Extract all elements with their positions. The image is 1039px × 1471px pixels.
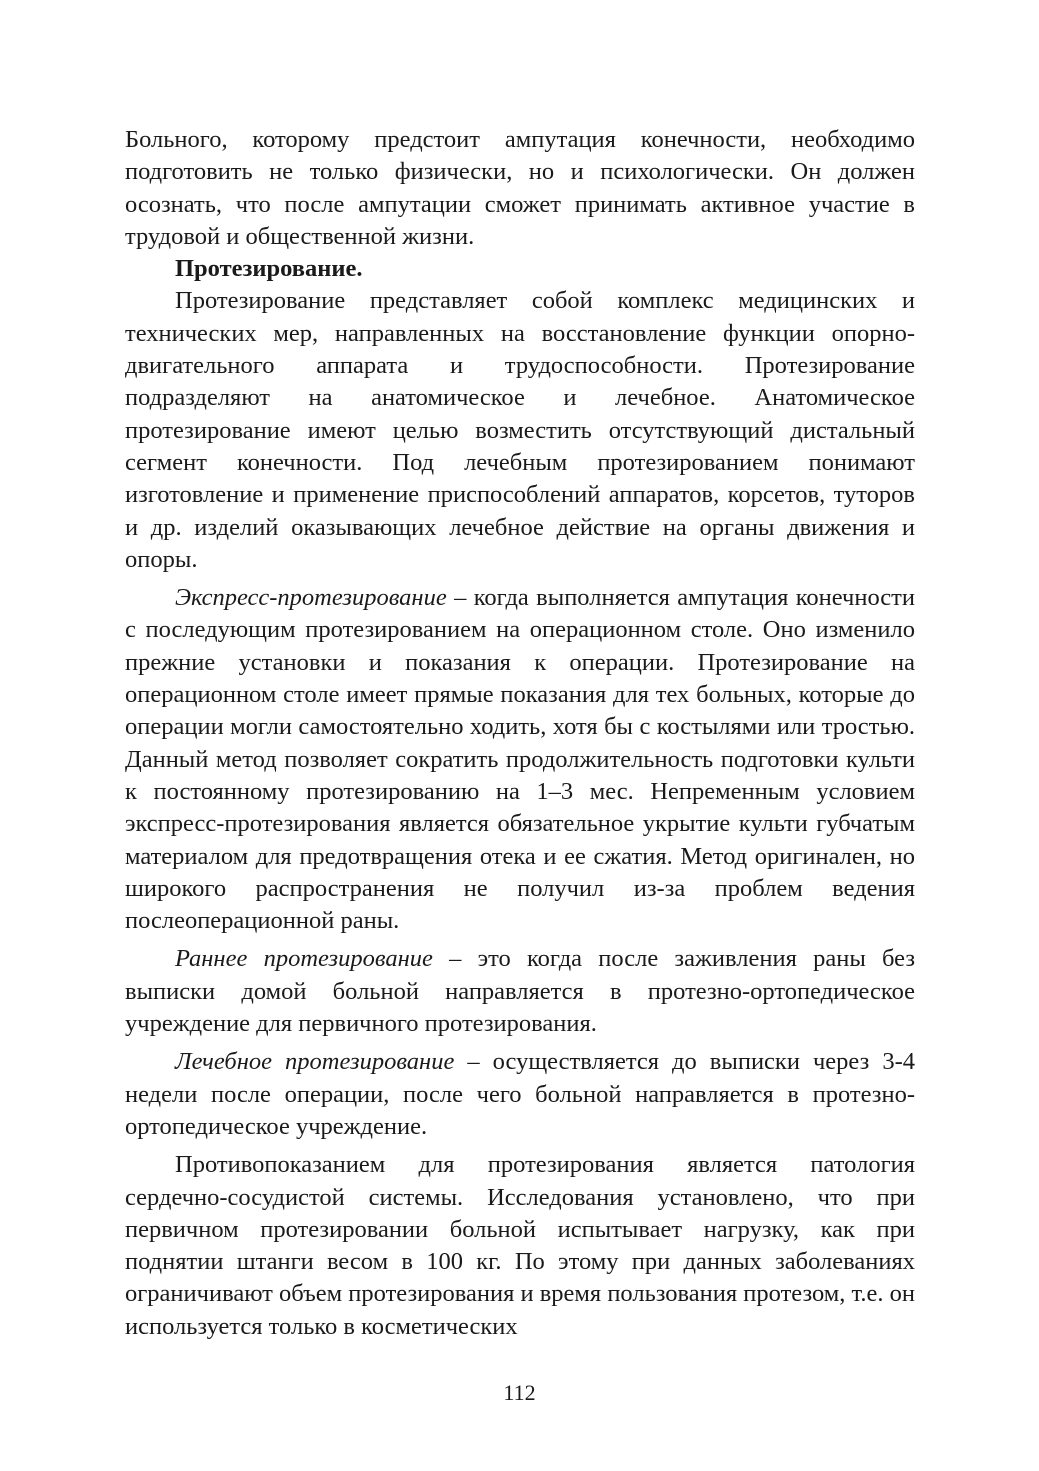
body-text — [125, 124, 915, 1343]
paragraph-express — [125, 582, 915, 937]
early-text: – это когда после заживления раны без выписки домой больной направляется в протезно-ортопедическое учреждение для первичного протезирования. — [125, 945, 916, 1038]
paragraph-intro: Больного, которому предстоит ампутация конечности, необходимо подготовить не только физически, но и психологически. Он должен осознать, что после ампутации сможет принимать активное участие в трудовой и общественной жизни. — [125, 126, 915, 250]
medical-text: – осуществляется до выписки через 3-4 недели после операции, после чего больной направляется в протезно-ортопедическое учреждение. — [125, 1048, 915, 1140]
paragraph-definition: Протезирование представляет собой комплекс медицинских и технических мер, направленных на восстановление функции опорно-двигательного аппарата и трудоспособности. Протезирование подразделяют на анатомическое и лечебное. Анатомическое протезирование имеют целью возместить отсутствующий дистальный сегмент конечности. Под лечебным протезированием понимают изготовление и применение приспособлений аппаратов, корсетов, туторов и др. изделий оказывающих лечебное действие на органы движения и опоры. — [125, 287, 915, 573]
paragraph-medical — [125, 1046, 915, 1143]
paragraph-early — [125, 943, 915, 1040]
express-text: – когда выполняется ампутация конечности с последующим протезированием на операционном столе. Оно изменило прежние установки и показания к операции. Протезирование на операционном столе имеет прямые показания для тех больных, которые до операции могли самостоятельно ходить, хотя бы с костылями или тростью. Данный метод позволяет сократить продолжительность подготовки культи к постоянному протезированию на 1–3 мес. Непременным условием экспресс-протезирования является обязательное укрытие культи губчатым материалом для предотвращения отека и ее сжатия. Метод оригинален, но широкого распространения не получил из-за проблем ведения послеоперационной раны. — [125, 584, 915, 935]
term-early: Раннее протезирование — [175, 945, 433, 973]
section-heading: Протезирование. — [175, 255, 363, 283]
term-express: Экспресс-протезирование — [175, 584, 447, 612]
page-number: 112 — [503, 1380, 536, 1405]
paragraph-contraindication: Противопоказанием для протезирования является патология сердечно-сосудистой системы. Исследования установлено, что при первичном протезировании больной испытывает нагрузку, как при поднятии штанги весом в 100 кг. По этому при данных заболеваниях ограничивают объем протезирования и время пользования протезом, т.е. он используется только в косметических — [125, 1151, 915, 1340]
term-medical: Лечебное протезирование — [175, 1048, 455, 1076]
